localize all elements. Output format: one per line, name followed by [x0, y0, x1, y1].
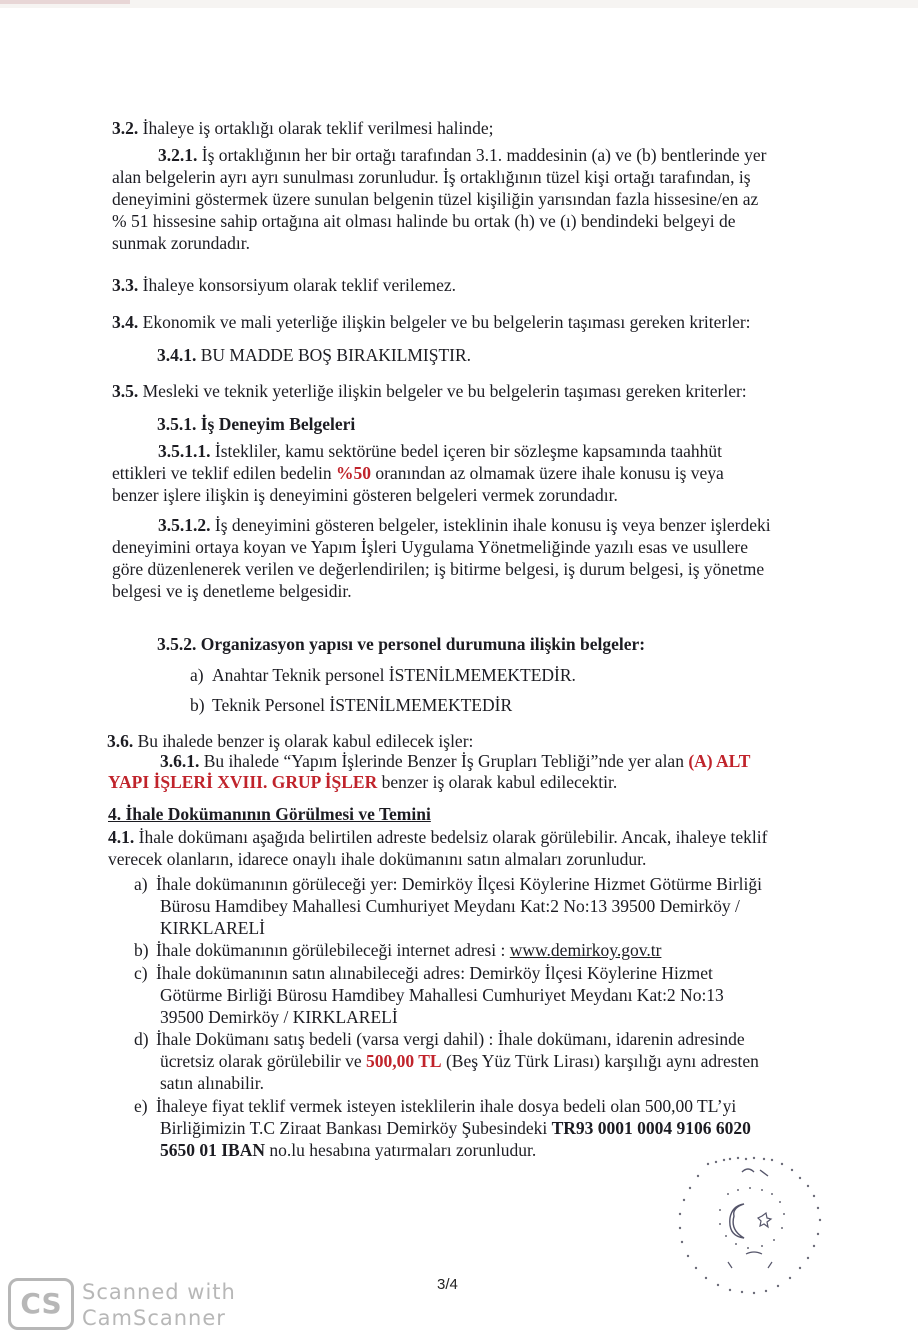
percentage-highlight: %50: [336, 463, 372, 483]
section-number: 3.6.: [107, 731, 134, 751]
price-highlight: 500,00 TL: [366, 1051, 442, 1071]
section-number: 3.5.2.: [157, 634, 197, 654]
section-3-6-1-line1: [160, 750, 750, 772]
list-text: İhale dokümanının görüleceği yer: Demirköy İlçesi Köylerine Hizmet Götürme Birliği: [156, 874, 763, 894]
paragraph-text: İstekliler, kamu sektörüne bedel içeren bir sözleşme kapsamında taahhüt: [210, 441, 722, 461]
paragraph-text: İhale dokümanı aşağıda belirtilen adreste bedelsiz olarak görülebilir. Ancak, ihaleye teklif: [134, 827, 768, 847]
scanner-watermark-line1: Scanned with: [82, 1280, 236, 1304]
section-number: 3.2.: [112, 118, 139, 138]
list-text: İhale dokümanının görülebileceği internet adresi :: [156, 940, 510, 960]
section-3-5-1-1-line2: [112, 462, 724, 484]
website-link[interactable]: www.demirkoy.gov.tr: [509, 940, 662, 960]
list-item-c-line3: 39500 Demirköy / KIRKLARELİ: [160, 1007, 398, 1027]
section-title: Organizasyon yapısı ve personel durumuna ilişkin belgeler:: [196, 634, 646, 654]
section-3-3: [112, 274, 456, 296]
list-item-c: [134, 962, 713, 984]
section-number: 4.1.: [108, 827, 135, 847]
paragraph-text: Bu ihalede “Yapım İşlerinde Benzer İş Grupları Tebliği”nde yer alan: [199, 751, 689, 771]
section-3-5-1-2-line4: belgesi ve iş denetleme belgesidir.: [112, 581, 352, 601]
section-text: Bu ihalede benzer iş olarak kabul edilecek işler:: [133, 731, 474, 751]
section-3-2-1-line5: sunmak zorundadır.: [112, 233, 251, 253]
iban-number: 5650 01 IBAN: [160, 1140, 266, 1160]
paragraph-text: ettikleri ve teklif edilen bedelin: [112, 463, 337, 483]
section-3-5-1-1-line1: [158, 440, 722, 462]
section-title: İş Deneyim Belgeleri: [196, 414, 356, 434]
list-label: d): [134, 1029, 149, 1049]
list-item-d: [134, 1028, 745, 1050]
official-stamp-icon: [668, 1150, 836, 1300]
section-number: 3.5.1.: [157, 414, 197, 434]
paragraph-text: İş deneyimini gösteren belgeler, isteklinin ihale konusu iş veya benzer işlerdeki: [210, 515, 771, 535]
list-label: a): [190, 665, 204, 685]
group-highlight: YAPI İŞLERİ XVIII. GRUP İŞLER: [108, 772, 378, 792]
list-text: (Beş Yüz Türk Lirası) karşılığı aynı adresten: [441, 1051, 759, 1071]
list-text: ücretsiz olarak görülebilir ve: [160, 1051, 367, 1071]
paragraph-text: oranından az olmamak üzere ihale konusu iş veya: [371, 463, 724, 483]
scanner-watermark-line2: CamScanner: [82, 1306, 226, 1330]
section-3-5-1-2-line2: deneyimini ortaya koyan ve Yapım İşleri Uygulama Yönetmeliğinde yazılı esas ve usullere: [112, 537, 748, 557]
list-text: Teknik Personel İSTENİLMEMEKTEDİR: [212, 695, 513, 715]
section-text: BU MADDE BOŞ BIRAKILMIŞTIR.: [196, 345, 472, 365]
list-item-e-line3: [160, 1139, 536, 1161]
section-text: Mesleki ve teknik yeterliğe ilişkin belgeler ve bu belgelerin taşıması gereken kriterler:: [138, 381, 747, 401]
list-text: İhale Dokümanı satış bedeli (varsa vergi dahil) : İhale dokümanı, idarenin adresinde: [156, 1029, 745, 1049]
list-text: Birliğimizin T.C Ziraat Bankası Demirköy Şubesindeki: [160, 1118, 552, 1138]
list-item-e: [134, 1095, 736, 1117]
group-highlight: (A) ALT: [688, 751, 751, 771]
camscanner-logo-icon: CS: [8, 1278, 74, 1330]
section-3-5-1: [157, 413, 355, 435]
list-text: Anahtar Teknik personel İSTENİLMEMEKTEDİR.: [212, 665, 576, 685]
section-3-2-1-line2: alan belgelerin ayrı ayrı sunulması zorunludur. İş ortaklığının tüzel kişi ortağı tarafından, iş: [112, 167, 751, 187]
section-3-4-1: [157, 344, 471, 366]
section-3-5-1-1-line3: benzer işlere ilişkin iş deneyimini gösteren belgeleri vermek zorundadır.: [112, 485, 618, 505]
list-item-a: [190, 664, 576, 686]
list-label: c): [134, 963, 148, 983]
list-item-b: [190, 694, 512, 716]
list-item-d-line3: satın alınabilir.: [160, 1073, 265, 1093]
section-text: İhaleye iş ortaklığı olarak teklif verilmesi halinde;: [138, 118, 494, 138]
section-number: 3.5.: [112, 381, 139, 401]
section-3-5-1-2-line3: göre düzenlenerek verilen ve değerlendirilen; iş bitirme belgesi, iş durum belgesi, iş yönetme: [112, 559, 765, 579]
list-item-b: [134, 939, 661, 961]
section-3-5-1-2-line1: [158, 514, 771, 536]
section-3-4: [112, 311, 751, 333]
list-label: b): [134, 940, 149, 960]
list-item-a-line2: Bürosu Hamdibey Mahallesi Cumhuriyet Meydanı Kat:2 No:13 39500 Demirköy /: [160, 896, 740, 916]
section-number: 3.4.1.: [157, 345, 197, 365]
list-item-c-line2: Götürme Birliği Bürosu Hamdibey Mahallesi Cumhuriyet Meydanı Kat:2 No:13: [160, 985, 724, 1005]
section-number: 3.3.: [112, 275, 139, 295]
section-4-heading: 4. İhale Dokümanının Görülmesi ve Temini: [108, 804, 431, 824]
list-item-a: [134, 873, 762, 895]
section-number: 3.5.1.2.: [158, 515, 211, 535]
paragraph-text: benzer iş olarak kabul edilecektir.: [377, 772, 618, 792]
section-3-2: [112, 117, 493, 139]
list-label: e): [134, 1096, 148, 1116]
list-label: b): [190, 695, 205, 715]
section-3-5-2: [157, 633, 645, 655]
section-number: 3.6.1.: [160, 751, 200, 771]
iban-number: TR93 0001 0004 9106 6020: [551, 1118, 751, 1138]
section-3-2-1-line3: deneyimini göstermek üzere sunulan belgenin tüzel kişiliğin yarısından fazla hissesine/en az: [112, 189, 759, 209]
section-3-2-1-line4: % 51 hissesine sahip ortağına ait olması halinde bu ortak (h) ve (ı) bendindeki belgeyi de: [112, 211, 736, 231]
section-number: 3.5.1.1.: [158, 441, 211, 461]
paragraph-text: İş ortaklığının her bir ortağı tarafından 3.1. maddesinin (a) ve (b) bentlerinde yer: [197, 145, 767, 165]
list-item-e-line2: [160, 1117, 751, 1139]
section-text: İhaleye konsorsiyum olarak teklif verilemez.: [138, 275, 457, 295]
list-text: İhaleye fiyat teklif vermek isteyen isteklilerin ihale dosya bedeli olan 500,00 TL’yi: [156, 1096, 737, 1116]
section-4-1-line1: [108, 826, 767, 848]
section-number: 3.2.1.: [158, 145, 198, 165]
page-number: 3/4: [437, 1276, 458, 1293]
section-4-1-line2: verecek olanların, idarece onaylı ihale dokümanını satın almaları zorunludur.: [108, 849, 647, 869]
list-text: no.lu hesabına yatırmaları zorunludur.: [265, 1140, 537, 1160]
section-3-5: [112, 380, 747, 402]
section-text: Ekonomik ve mali yeterliğe ilişkin belgeler ve bu belgelerin taşıması gereken kriterler:: [138, 312, 751, 332]
list-item-a-line3: KIRKLARELİ: [160, 918, 265, 938]
section-3-2-1-line1: [158, 144, 766, 166]
list-text: İhale dokümanının satın alınabileceği adres: Demirköy İlçesi Köylerine Hizmet: [156, 963, 713, 983]
list-item-d-line2: [160, 1050, 759, 1072]
section-3-6: [107, 730, 473, 752]
list-label: a): [134, 874, 148, 894]
section-3-6-1-line2: [108, 771, 617, 793]
section-number: 3.4.: [112, 312, 139, 332]
